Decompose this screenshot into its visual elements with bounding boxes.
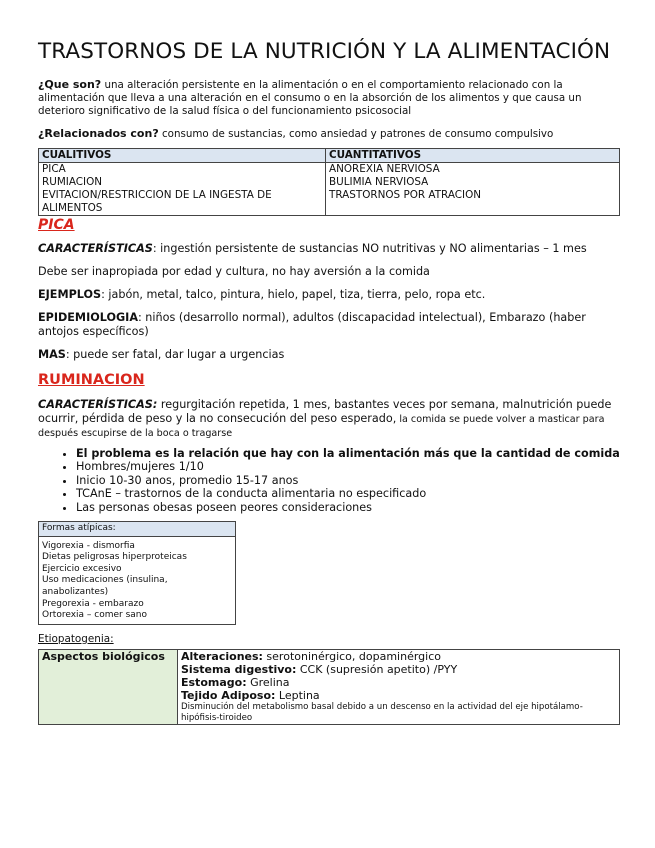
relacionados-label: ¿Relacionados con? [38, 127, 159, 140]
list-item: • Las personas obesas poseen peores consideraciones [76, 501, 620, 515]
relacionados-text: consumo de sustancias, como ansiedad y patrones de consumo compulsivo [162, 128, 554, 140]
list-item: Estomago: Grelina [181, 675, 290, 689]
pica-caracteristicas [38, 242, 620, 256]
que-son-paragraph [38, 78, 620, 118]
pica-heading: PICA [38, 217, 75, 233]
list-item: • Inicio 10-30 anos, promedio 15-17 anos [76, 474, 620, 488]
ruminacion-caracteristicas-text: regurgitación repetida, 1 mes, bastantes veces por semana, malnutrición puede ocurrir, pérdida de peso y la no consecución del peso esperado, [38, 398, 612, 425]
pica-epidemiologia [38, 311, 620, 339]
aspectos-biologicos-cell: Aspectos biológicos [39, 649, 178, 724]
list-item: Alteraciones: serotoninérgico, dopaminérgico [181, 649, 441, 663]
list-item: Tejido Adiposo: Leptina [181, 688, 320, 702]
pica-caracteristicas-label: CARACTERÍSTICAS [38, 242, 153, 255]
que-son-text: una alteración persistente en la alimentación o en el comportamiento relacionado con la alimentación que lleva a una alteración en el consumo o en la absorción de los alimentos y que causa un deterioro significativo de la salud física o del funcionamiento psicosocial [38, 79, 582, 117]
formas-atipicas-box [38, 521, 236, 625]
header-cualitativos: CUALITIVOS [39, 149, 326, 163]
list-item: • TCAnE – trastornos de la conducta alimentaria no especificado [76, 487, 620, 501]
pica-mas [38, 348, 620, 362]
list-item: Dietas peligrosas hiperproteicas [42, 552, 187, 563]
document-page [38, 38, 620, 725]
ruminacion-heading: RUMINACION [38, 372, 145, 388]
list-item: Uso medicaciones (insulina, anabolizantes) [42, 575, 168, 597]
page-title: TRASTORNOS DE LA NUTRICIÓN Y LA ALIMENTACIÓN [38, 39, 611, 64]
list-item: • El problema es la relación que hay con la alimentación más que la cantidad de comida [76, 447, 620, 461]
pica-ejemplos [38, 288, 620, 302]
list-item: TRASTORNOS POR ATRACION [329, 189, 482, 201]
pica-epidemiologia-label: EPIDEMIOLOGIA [38, 311, 138, 324]
pica-ejemplos-text: : jabón, metal, talco, pintura, hielo, papel, tiza, tierra, pelo, ropa etc. [101, 288, 486, 301]
ruminacion-caracteristicas [38, 398, 620, 441]
cuantitativos-cell [326, 163, 620, 216]
pica-mas-text: : puede ser fatal, dar lugar a urgencias [65, 348, 285, 361]
pica-mas-label: MAS [38, 348, 66, 361]
list-item: Pregorexia - embarazo [42, 598, 144, 609]
cualitativos-cell [39, 163, 326, 216]
ruminacion-caracteristicas-small: la comida se puede volver a masticar para después escupirse de la boca o tragarse [38, 413, 605, 439]
etiopatogenia-details-cell [178, 649, 620, 724]
header-cuantitativos: CUANTITATIVOS [326, 149, 620, 163]
pica-caracteristicas-text: : ingestión persistente de sustancias NO nutritivas y NO alimentarias – 1 mes [152, 242, 587, 255]
etiopatogenia-table [38, 649, 620, 725]
etiopatogenia-note: Disminución del metabolismo basal debido a un descenso en la actividad del eje hipotálamo-hipófisis-tiroideo [181, 701, 583, 723]
ruminacion-caracteristicas-label: CARACTERÍSTICAS: [38, 398, 158, 411]
list-item: EVITACION/RESTRICCION DE LA INGESTA DE ALIMENTOS [42, 189, 272, 214]
list-item: • Hombres/mujeres 1/10 [76, 460, 620, 474]
pica-epidemiologia-text: : niños (desarrollo normal), adultos (discapacidad intelectual), Embarazo (haber antojos específicos) [38, 311, 586, 338]
list-item: RUMIACION [42, 176, 103, 188]
que-son-label: ¿Que son? [38, 78, 102, 91]
etiopatogenia-heading: Etiopatogenia: [38, 632, 114, 645]
list-item: Vigorexia - dismorfia [42, 540, 135, 551]
list-item: Ortorexia – comer sano [42, 610, 147, 621]
list-item: Sistema digestivo: CCK (supresión apetito) /PYY [181, 662, 458, 676]
formas-atipicas-heading: Formas atípicas: [39, 522, 235, 537]
pica-inapropiada: Debe ser inapropiada por edad y cultura, no hay aversión a la comida [38, 265, 430, 278]
classification-table [38, 148, 620, 216]
list-item: Ejercicio excesivo [42, 563, 122, 574]
list-item: BULIMIA NERVIOSA [329, 176, 429, 188]
pica-ejemplos-label: EJEMPLOS [38, 288, 102, 301]
list-item: PICA [42, 163, 66, 175]
relacionados-paragraph [38, 127, 620, 141]
ruminacion-bullet-list [38, 447, 620, 515]
list-item: ANOREXIA NERVIOSA [329, 163, 440, 175]
